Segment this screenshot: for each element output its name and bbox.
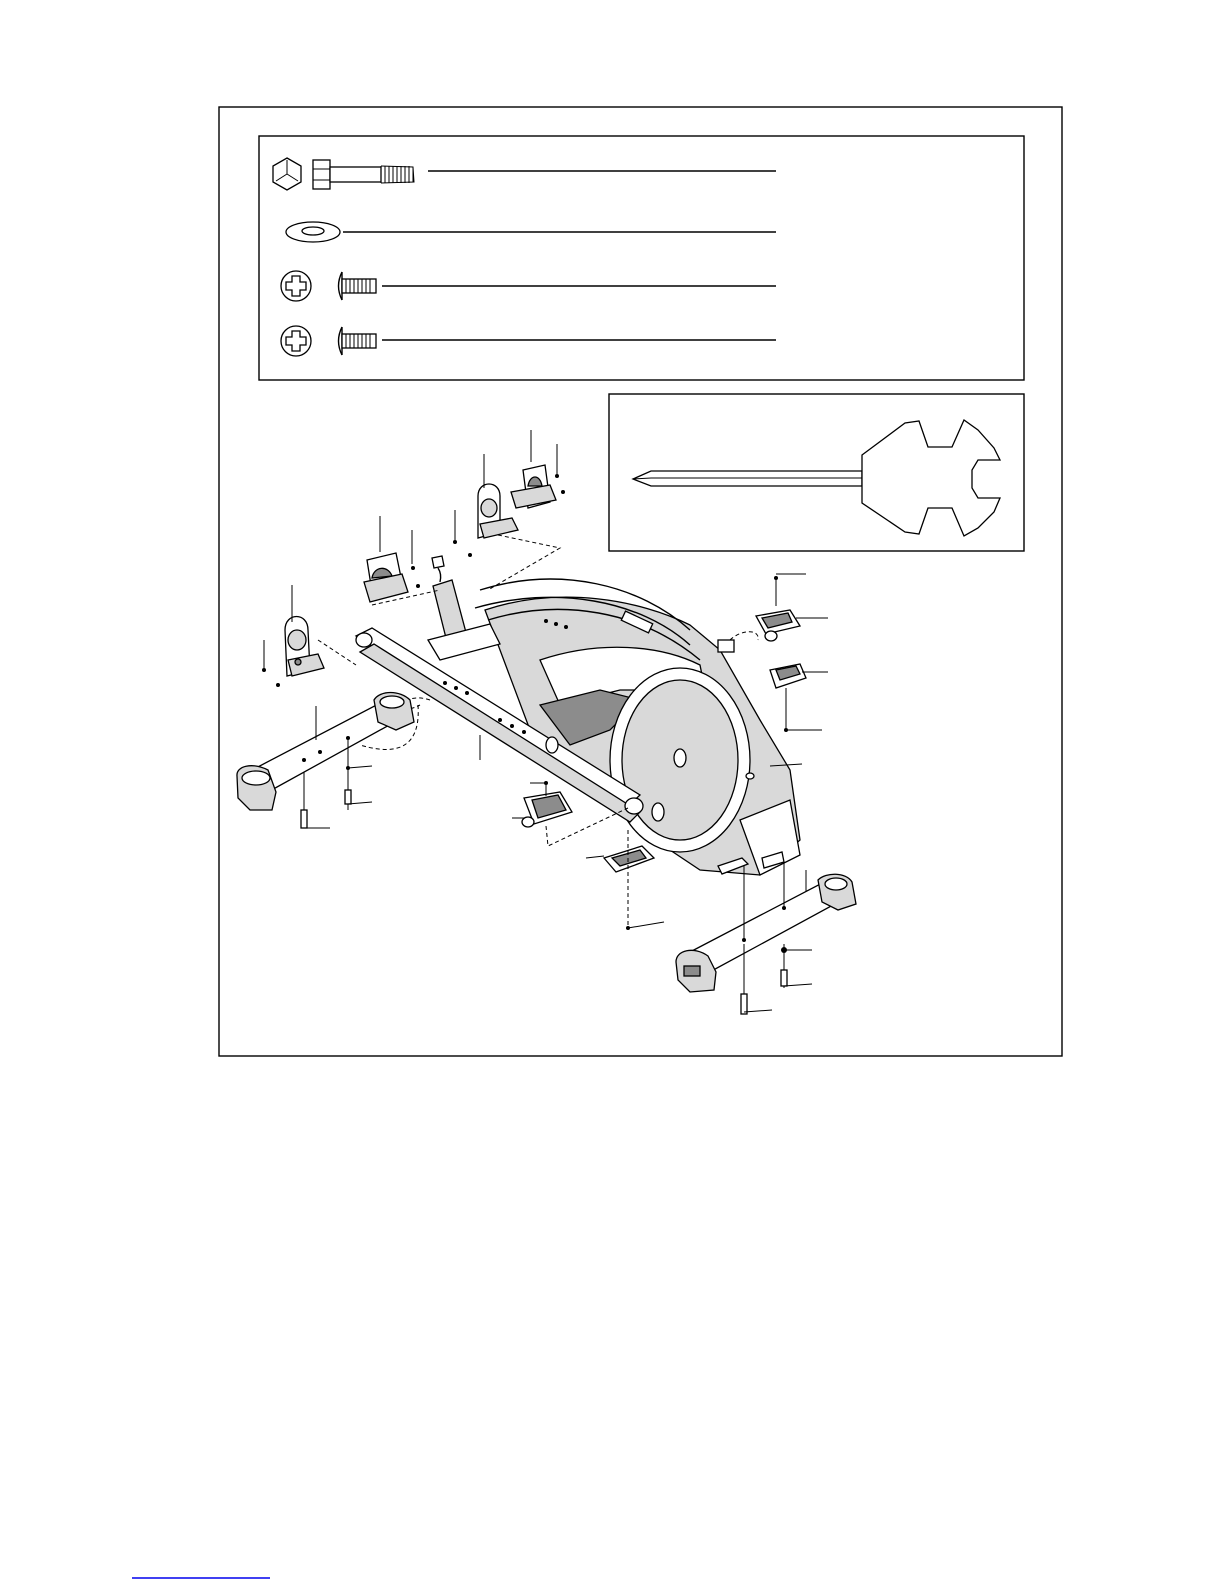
pedal-bracket-part [756, 574, 828, 641]
combination-wrench-screwdriver-icon [633, 420, 1000, 536]
phillips-screw-icon [281, 326, 376, 356]
bracket-part [511, 430, 565, 508]
exploded-view [237, 430, 856, 1014]
bracket-part [364, 516, 420, 602]
end-cap-part [262, 585, 324, 687]
hex-bolt-icon [273, 158, 414, 190]
end-cap-part [453, 454, 518, 557]
front-stabilizer [676, 852, 856, 1014]
tool-panel [609, 394, 1024, 551]
outer-frame [219, 107, 1062, 1056]
phillips-screw-icon [281, 271, 376, 301]
flat-washer-icon [286, 222, 340, 242]
hardware-panel [259, 136, 1024, 380]
rear-stabilizer [237, 693, 414, 829]
